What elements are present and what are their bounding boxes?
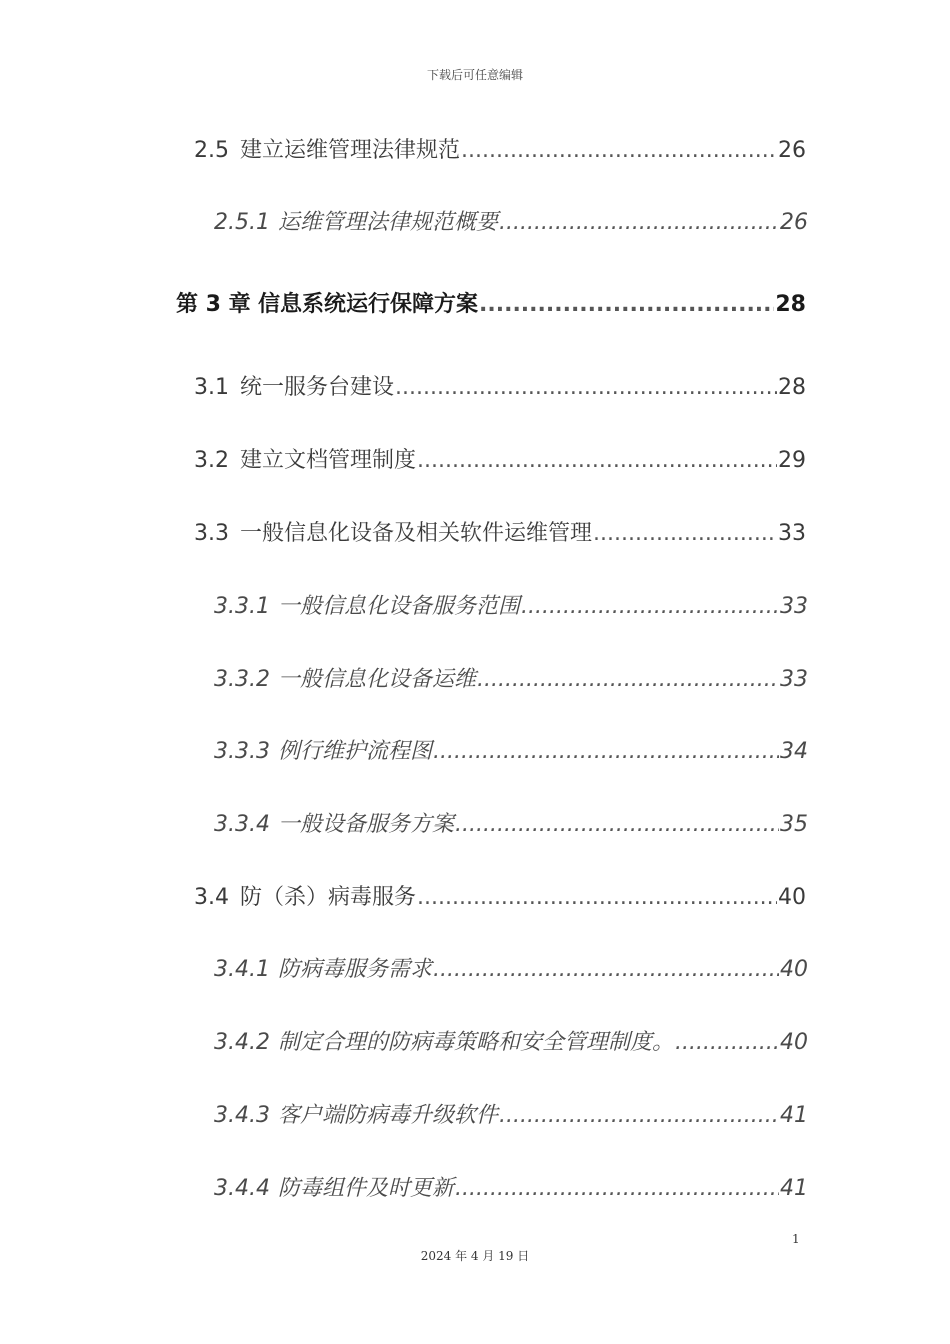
toc-entry[interactable] — [214, 592, 808, 622]
toc-entry[interactable] — [214, 1174, 808, 1204]
toc-entry-title: 防病毒服务需求 — [278, 957, 433, 982]
toc-entry-page: 41 — [780, 1103, 808, 1128]
toc-entry-number: 3.4.1 — [214, 957, 270, 982]
toc-entry[interactable] — [214, 1028, 808, 1058]
toc-entry-title: 一般信息化设备服务范围 — [278, 594, 521, 619]
toc-entry-title: 一般设备服务方案 — [278, 812, 455, 837]
toc-dot-leader — [395, 373, 777, 403]
toc-entry-title: 防毒组件及时更新 — [278, 1176, 455, 1201]
toc-entry[interactable] — [214, 1101, 808, 1131]
toc-entry-page: 33 — [778, 521, 806, 546]
toc-dot-leader — [455, 1174, 779, 1204]
toc-entry-page: 26 — [780, 210, 808, 235]
toc-entry-page: 29 — [778, 448, 806, 473]
toc-entry[interactable] — [214, 665, 808, 695]
toc-dot-leader — [499, 208, 779, 238]
toc-entry-page: 40 — [780, 957, 808, 982]
toc-entry-title: 制定合理的防病毒策略和安全管理制度。 — [278, 1030, 675, 1055]
toc-entry-number: 2.5.1 — [214, 210, 270, 235]
header-note: 下载后可任意编辑 — [426, 68, 523, 82]
toc-entry-title: 信息系统运行保障方案 — [258, 292, 479, 317]
toc-dot-leader — [417, 446, 777, 476]
toc-dot-leader — [479, 290, 774, 320]
toc-dot-leader — [455, 810, 779, 840]
toc-entry-page: 28 — [778, 375, 806, 400]
toc-dot-leader — [593, 519, 777, 549]
toc-entry-number: 3.3.3 — [214, 739, 270, 764]
toc-dot-leader — [499, 1101, 779, 1131]
toc-entry-title: 客户端防病毒升级软件 — [278, 1103, 499, 1128]
toc-entry-number: 3.3.2 — [214, 667, 270, 692]
toc-entry-page: 41 — [780, 1176, 808, 1201]
toc-entry-title: 一般信息化设备运维 — [278, 667, 477, 692]
toc-entry-number: 3.3 — [194, 521, 229, 546]
toc-entry-title: 例行维护流程图 — [278, 739, 433, 764]
toc-entry-page: 40 — [780, 1030, 808, 1055]
page-number: 1 — [792, 1232, 800, 1246]
toc-dot-leader — [417, 883, 777, 913]
toc-entry[interactable] — [214, 810, 808, 840]
toc-dot-leader — [433, 737, 779, 767]
toc-entry-page: 33 — [780, 594, 808, 619]
footer-date: 2024 年 4 月 19 日 — [420, 1249, 530, 1263]
toc-dot-leader — [461, 136, 777, 166]
toc-entry-number: 3.3.4 — [214, 812, 270, 837]
toc-entry-number: 3.3.1 — [214, 594, 270, 619]
toc-dot-leader — [521, 592, 779, 622]
toc-entry-number: 3.4.4 — [214, 1176, 270, 1201]
toc-entry-title: 防（杀）病毒服务 — [240, 885, 417, 910]
toc-entry-page: 40 — [778, 885, 806, 910]
toc-dot-leader — [675, 1028, 779, 1058]
toc-entry-title: 建立运维管理法律规范 — [240, 138, 461, 163]
toc-entry-page: 34 — [780, 739, 808, 764]
toc-entry-chapter[interactable] — [176, 290, 806, 320]
toc-entry[interactable] — [194, 446, 806, 476]
toc-entry[interactable] — [194, 883, 806, 913]
toc-entry-page: 33 — [780, 667, 808, 692]
toc-entry-number: 第 3 章 — [176, 292, 251, 317]
toc-entry[interactable] — [194, 519, 806, 549]
toc-entry-page: 35 — [780, 812, 808, 837]
toc-entry-number: 3.4.2 — [214, 1030, 270, 1055]
toc-entry-title: 运维管理法律规范概要 — [278, 210, 499, 235]
toc-entry-number: 3.2 — [194, 448, 229, 473]
toc-entry-title: 一般信息化设备及相关软件运维管理 — [240, 521, 593, 546]
toc-entry-number: 3.1 — [194, 375, 229, 400]
toc-entry[interactable] — [214, 208, 808, 238]
toc-entry[interactable] — [194, 373, 806, 403]
toc-entry[interactable] — [214, 737, 808, 767]
toc-entry-page: 28 — [775, 292, 806, 317]
toc-entry-title: 建立文档管理制度 — [240, 448, 417, 473]
toc-dot-leader — [433, 955, 779, 985]
toc-entry-number: 2.5 — [194, 138, 229, 163]
toc-entry[interactable] — [214, 955, 808, 985]
toc-entry-number: 3.4.3 — [214, 1103, 270, 1128]
toc-entry[interactable] — [194, 136, 806, 166]
toc-entry-title: 统一服务台建设 — [240, 375, 395, 400]
toc-entry-page: 26 — [778, 138, 806, 163]
toc-dot-leader — [477, 665, 779, 695]
toc-entry-number: 3.4 — [194, 885, 229, 910]
